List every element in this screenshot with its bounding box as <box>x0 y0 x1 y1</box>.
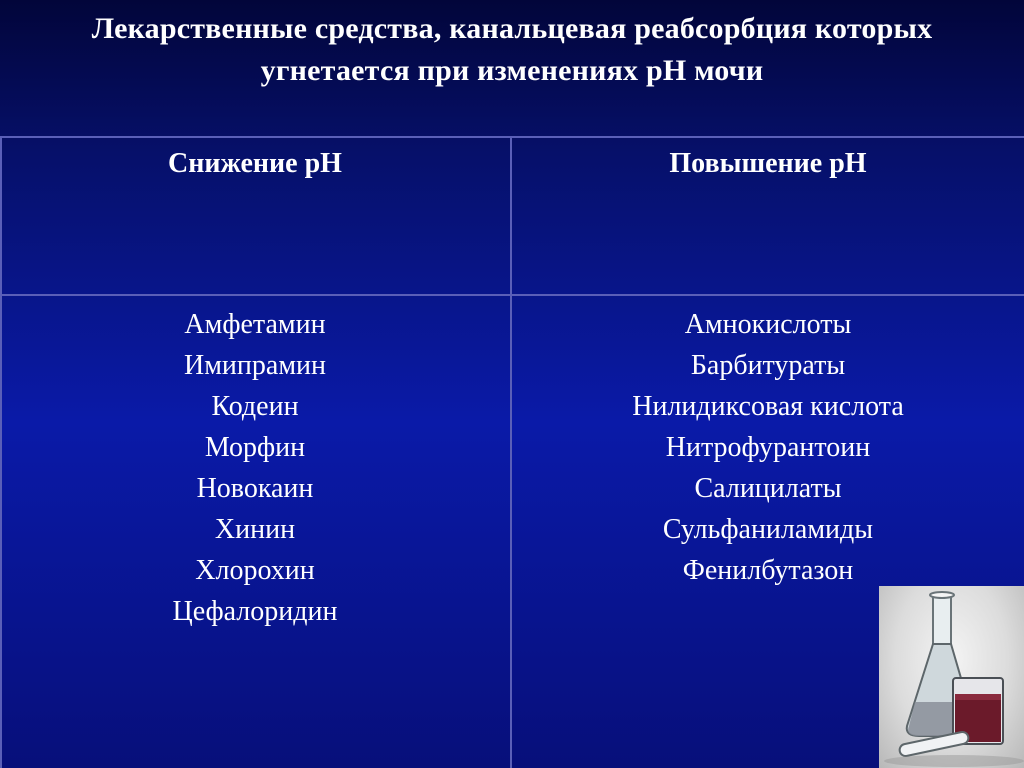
list-item: Хлорохин <box>195 555 315 586</box>
list-item: Нилидиксовая кислота <box>632 391 904 422</box>
column-header-increase-ph: Повышение рН <box>669 148 867 179</box>
increase-ph-drug-list <box>512 304 1024 591</box>
list-item: Барбитураты <box>690 350 846 381</box>
title-line-2: угнетается при изменениях рН мочи <box>260 54 764 87</box>
list-item: Новокаин <box>196 473 314 504</box>
list-item: Амнокислоты <box>684 309 852 340</box>
drug-table <box>0 136 1024 768</box>
table-header-divider <box>0 294 1024 296</box>
list-item: Хинин <box>214 514 296 545</box>
lab-glassware-icon <box>879 586 1024 768</box>
slide-title <box>0 8 1024 92</box>
list-item: Нитрофурантоин <box>665 432 871 463</box>
title-line-1: Лекарственные средства, канальцевая реабсорбция которых <box>91 12 933 45</box>
list-item: Цефалоридин <box>172 596 338 627</box>
list-item: Амфетамин <box>184 309 326 340</box>
list-item: Салицилаты <box>694 473 842 504</box>
list-item: Имипрамин <box>183 350 327 381</box>
lab-glassware-photo <box>879 586 1024 768</box>
decrease-ph-drug-list <box>0 304 510 632</box>
column-header-decrease-ph: Снижение рН <box>168 148 342 179</box>
list-item: Фенилбутазон <box>682 555 854 586</box>
list-item: Кодеин <box>211 391 299 422</box>
list-item: Морфин <box>204 432 306 463</box>
table-top-border <box>0 136 1024 138</box>
list-item: Сульфаниламиды <box>662 514 874 545</box>
